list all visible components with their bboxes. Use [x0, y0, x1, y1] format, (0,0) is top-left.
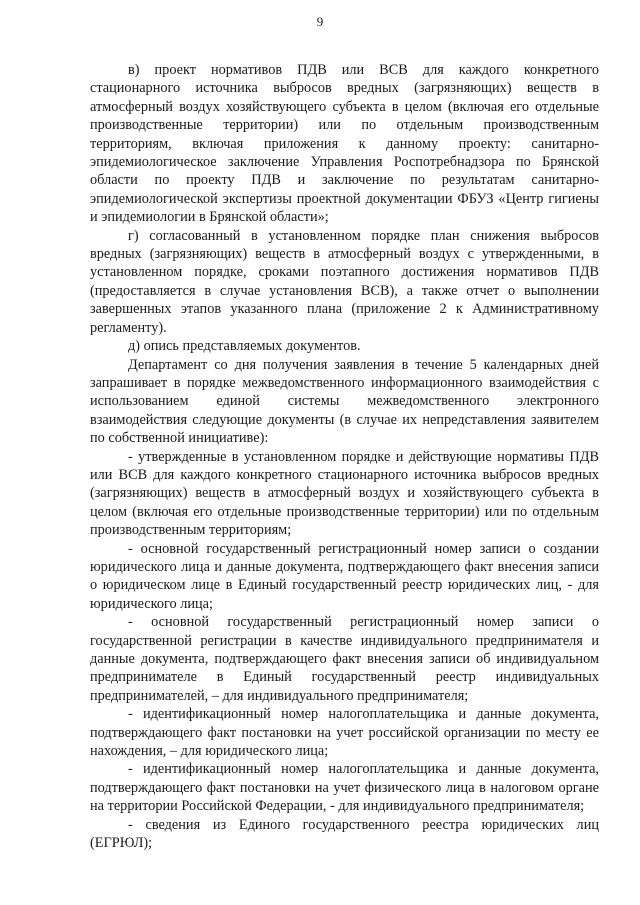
paragraph-g-reduction-plan: г) согласованный в установленном порядке план снижения выбросов вредных (загрязняющих) веществ в атмосферный воздух с утвержденными, в установленном порядке, сроками поэтапного достижения нормативов ПДВ (предоставляется в случае установления ВСВ), а также отчет о выполнении завершенных этапов указанного плана (приложение 2 к Административному регламенту). [90, 227, 599, 336]
paragraph-department-requests: Департамент со дня получения заявления в течение 5 календарных дней запрашивает в порядке межведомственного информационного взаимодействия с использованием единой системы межведомственного электронного взаимодействия следующие документы (в случае их непредставления заявителем по собственной инициативе): [90, 356, 599, 447]
list-item-inn-individual: - идентификационный номер налогоплательщика и данные документа, подтверждающего факт постановки на учет физического лица в налоговом органе на территории Российской Федерации, - для индивидуального предпринимателя; [90, 761, 599, 815]
paragraph-v-draft-standards: в) проект нормативов ПДВ или ВСВ для каждого конкретного стационарного источника выбросов вредных (загрязняющих) веществ в атмосферный воздух хозяйствующего субъекта в целом (включая его отдельные производственные территории) или по отдельным производственным территориям, включая приложения к данному проекту: санитарно-эпидемиологическое заключение Управления Роспотребнадзора по Брянской области по проекту ПДВ и заключение по результатам санитарно-эпидемиологической экспертизы проектной документации ФБУЗ «Центр гигиены и эпидемиологии в Брянской области»; [90, 62, 599, 226]
list-item-ogrnip-entrepreneur: - основной государственный регистрационный номер записи о государственной регистрации в качестве индивидуального предпринимателя и данные документа, подтверждающего факт внесения записи об индивидуальном предпринимателе в Единый государственный реестр индивидуальных предпринимателей, – для индивидуального предпринимателя; [90, 614, 599, 704]
page-body [90, 61, 599, 852]
list-item-approved-standards: - утвержденные в установленном порядке и действующие нормативы ПДВ или ВСВ для каждого конкретного стационарного источника выбросов вредных (загрязняющих) веществ в атмосферный воздух и хозяйствующего субъекта в целом (включая его отдельные производственные территории) или по отдельным производственным территориям; [90, 448, 599, 539]
list-item-ogrn-legal-entity: - основной государственный регистрационный номер записи о создании юридического лица и данные документа, подтверждающего факт внесения записи о юридическом лице в Единый государственный реестр юридических лиц, - для юридического лица; [90, 540, 599, 612]
list-item-egrul-extract: - сведения из Единого государственного реестра юридических лиц (ЕГРЮЛ); [90, 816, 599, 852]
paragraph-d-inventory: д) опись представляемых документов. [128, 338, 361, 355]
list-item-inn-organization: - идентификационный номер налогоплательщика и данные документа, подтверждающего факт постановки на учет российской организации по месту ее нахождения, – для юридического лица; [90, 706, 599, 760]
page-number: 9 [316, 14, 324, 29]
